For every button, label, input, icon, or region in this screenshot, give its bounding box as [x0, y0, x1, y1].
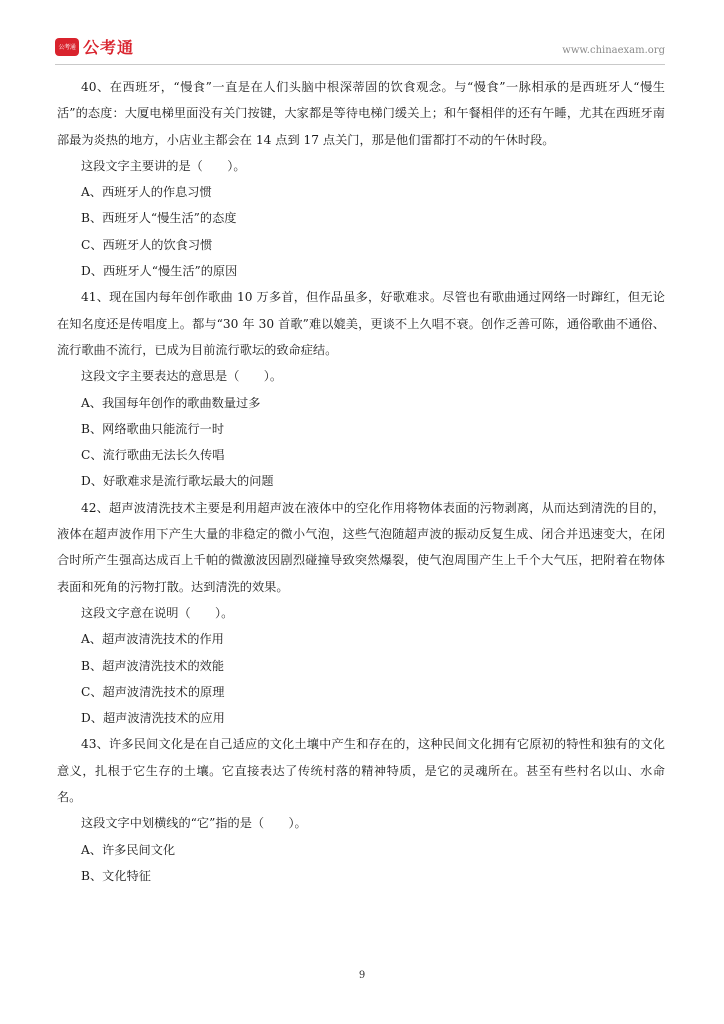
- question-42-prompt: 这段文字意在说明（ ）。: [81, 605, 234, 620]
- page-number: 9: [358, 970, 366, 981]
- question-41-option-a: A、我国每年创作的歌曲数量过多: [81, 395, 261, 410]
- question-40-stem: 40、在西班牙，“慢食”一直是在人们头脑中根深蒂固的饮食观念。与“慢食”一脉相承的是西班牙人“慢生活”的态度：大厦电梯里面没有关门按键，大家都是等待电梯门缓关上；和午餐相伴的还有午睡，尤其在西班牙南部最为炎热的地方，小店业主都会在 14 点到 17 点关门，那是他们雷都打不动的午休时段。: [57, 80, 665, 147]
- page-header: [55, 32, 665, 62]
- header-divider: [55, 64, 665, 65]
- question-42-option-d: D、超声波清洗技术的应用: [81, 711, 225, 726]
- question-43-option-b: B、文化特征: [81, 868, 151, 883]
- question-41-option-b: B、网络歌曲只能流行一时: [81, 421, 225, 436]
- site-url[interactable]: www.chinaexam.org: [562, 45, 665, 56]
- question-42-option-c: C、超声波清洗技术的原理: [81, 684, 225, 699]
- question-42-stem: 42、超声波清洗技术主要是利用超声波在液体中的空化作用将物体表面的污物剥离，从而达到清洗的目的，液体在超声波作用下产生大量的非稳定的微小气泡，这些气泡随超声波的振动反复生成、闭合并迅速变大，在闭合时所产生强高达成百上千帕的微激波因剧烈碰撞导致突然爆裂，使气泡周围产生上千个大气压，把附着在物体表面和死角的污物打散。达到清洗的效果。: [57, 500, 665, 594]
- question-40-option-b: B、西班牙人“慢生活”的态度: [81, 211, 237, 226]
- question-40-option-d: D、西班牙人“慢生活”的原因: [81, 264, 238, 279]
- logo-text: 公考通: [83, 38, 135, 57]
- question-42-option-a: A、超声波清洗技术的作用: [81, 632, 224, 647]
- question-41-prompt: 这段文字主要表达的意思是（ ）。: [81, 369, 283, 384]
- question-40-option-c: C、西班牙人的饮食习惯: [81, 237, 213, 252]
- question-43-option-a: A、许多民间文化: [81, 842, 176, 857]
- question-41-option-c: C、流行歌曲无法长久传唱: [81, 448, 225, 463]
- question-43-prompt: 这段文字中划横线的“它”指的是（ ）。: [81, 816, 307, 831]
- question-content: [57, 74, 665, 889]
- question-41-option-d: D、好歌难求是流行歌坛最大的问题: [81, 474, 274, 489]
- logo-badge-icon: 公考通: [55, 38, 79, 56]
- question-41-stem: 41、现在国内每年创作歌曲 10 万多首，但作品虽多，好歌难求。尽管也有歌曲通过网络一时蹿红，但无论在知名度还是传唱度上。都与“30 年 30 首歌”难以媲美，更谈不上久唱不衰。创作乏善可陈，通俗歌曲不通俗、流行歌曲不流行，已成为目前流行歌坛的致命症结。: [57, 290, 665, 357]
- question-43-stem: 43、许多民间文化是在自己适应的文化土壤中产生和存在的，这种民间文化拥有它原初的特性和独有的文化意义，扎根于它生存的土壤。它直接表达了传统村落的精神特质，是它的灵魂所在。甚至有些村名以山、水命名。: [57, 737, 665, 805]
- question-40-prompt: 这段文字主要讲的是（ ）。: [81, 158, 246, 173]
- question-42-option-b: B、超声波清洗技术的效能: [81, 658, 225, 673]
- logo[interactable]: [55, 35, 134, 58]
- question-40-option-a: A、西班牙人的作息习惯: [81, 185, 212, 200]
